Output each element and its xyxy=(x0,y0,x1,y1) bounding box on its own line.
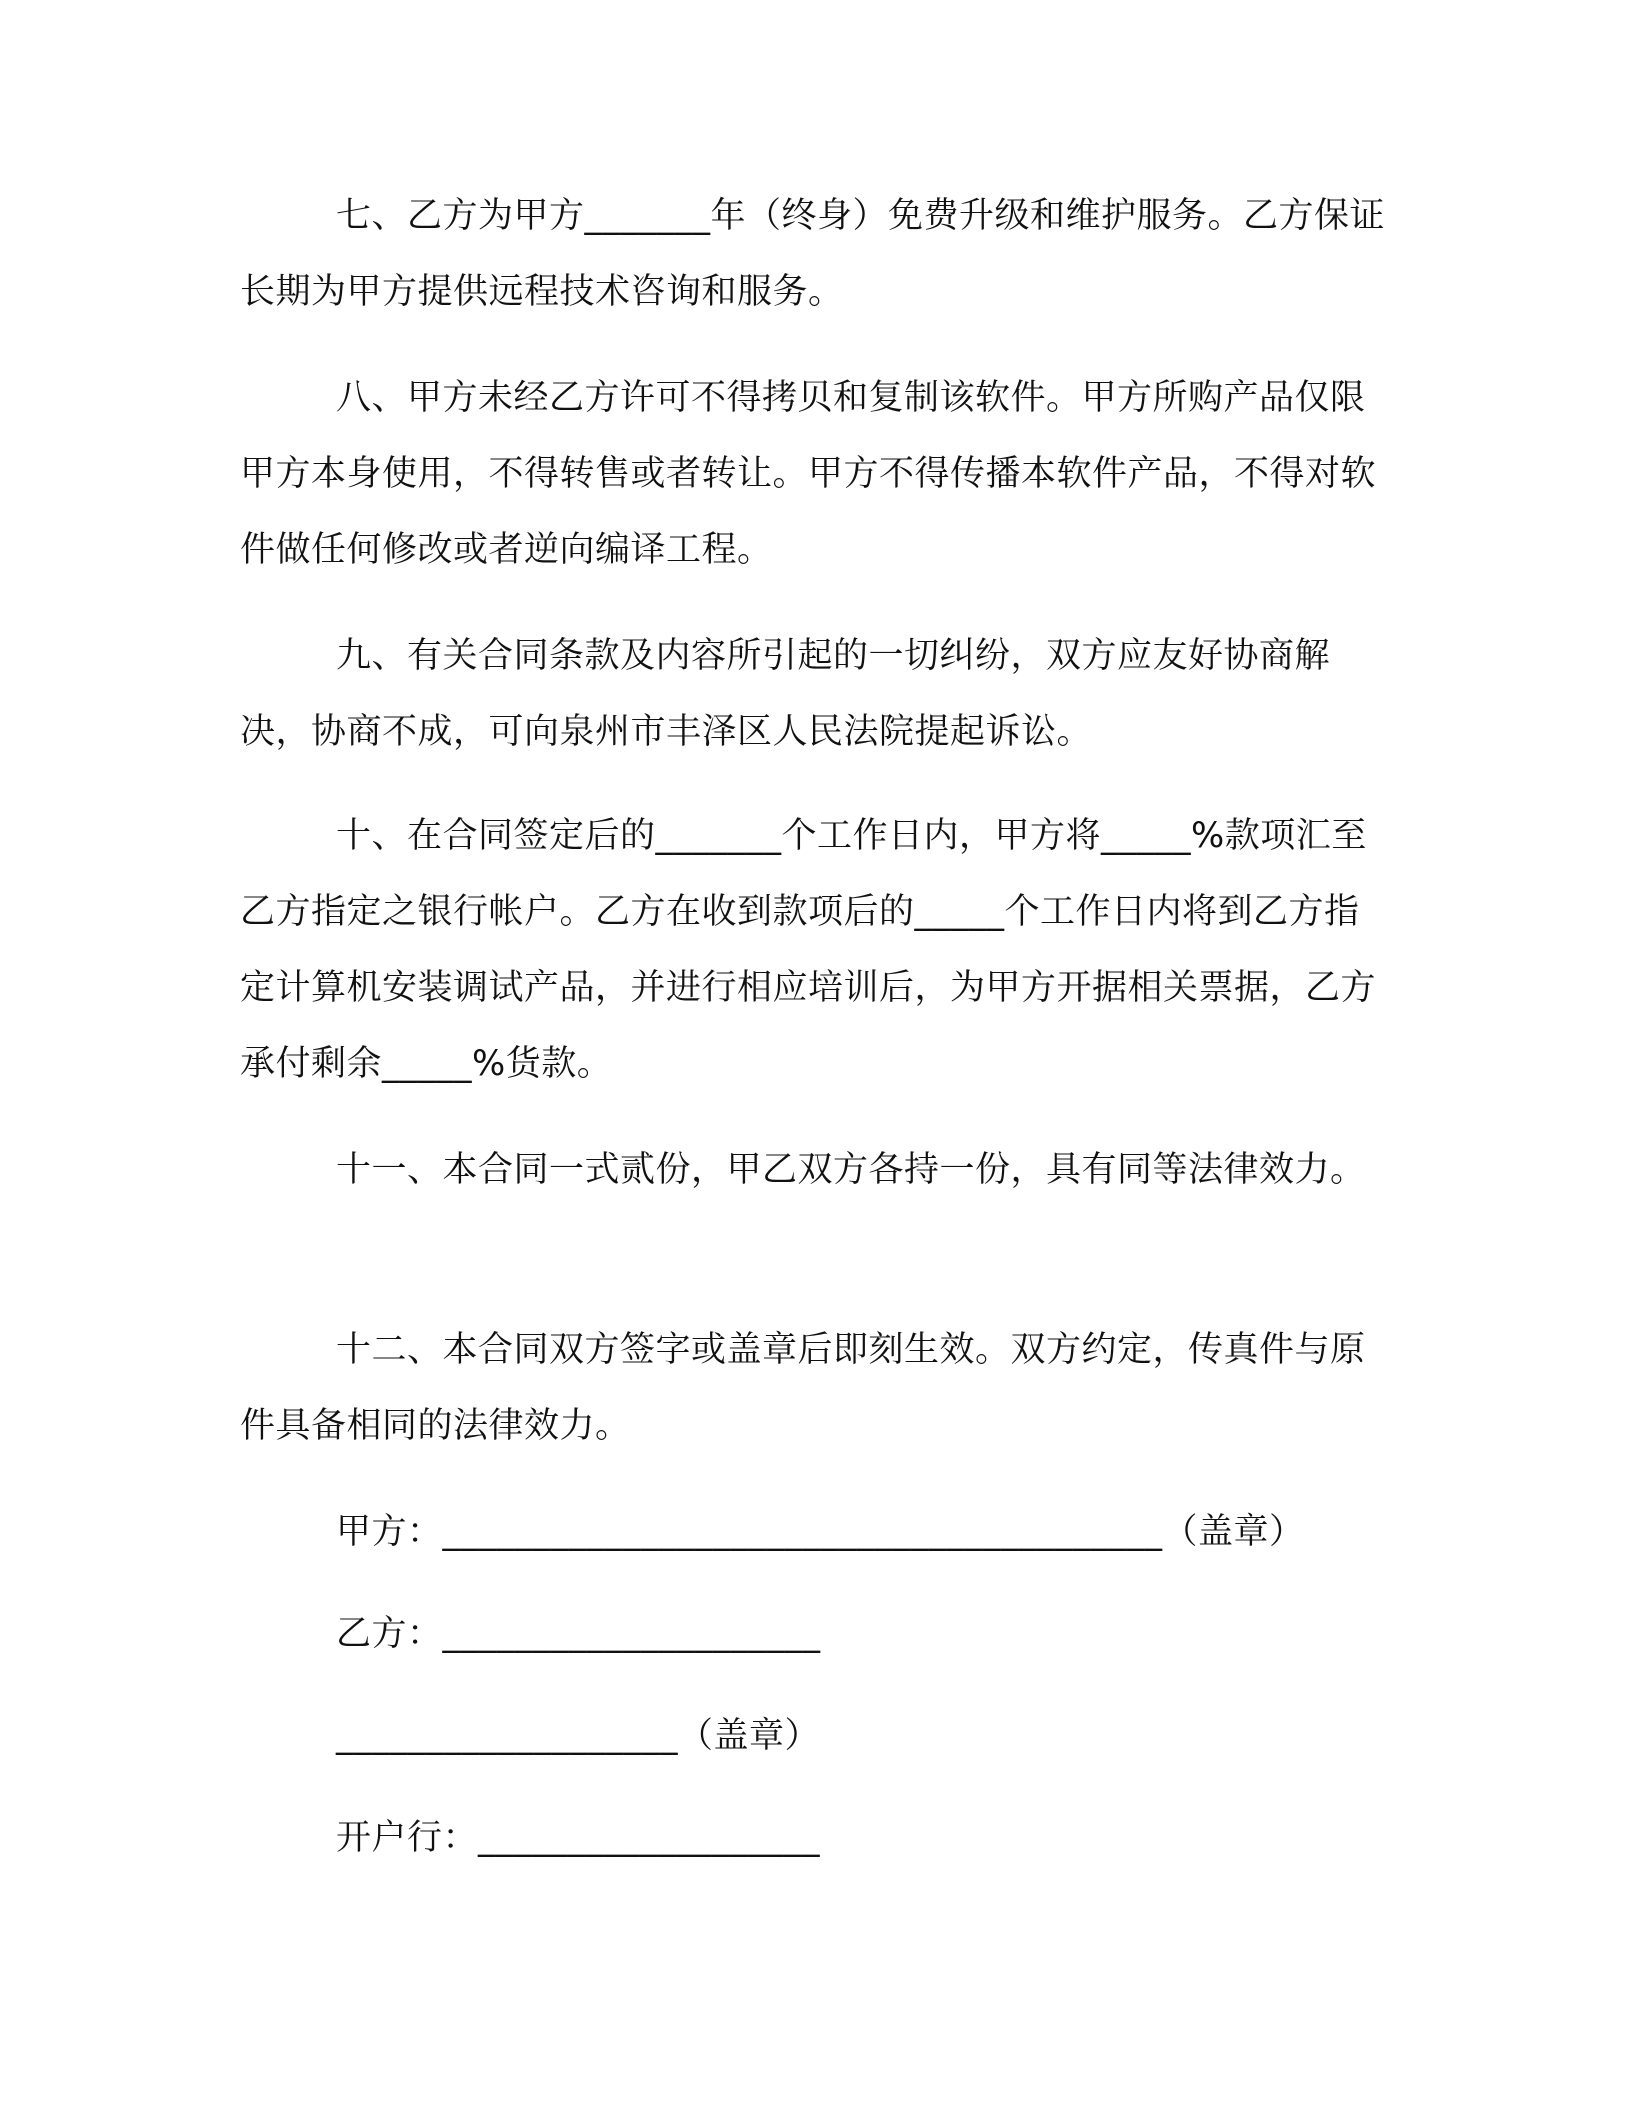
seal-line: ___________________（盖章） xyxy=(336,1716,821,1756)
bank-line: 开户行：___________________ xyxy=(336,1818,821,1858)
clause-9: 九、有关合同条款及内容所引起的一切纠纷，双方应友好协商解决，协商不成，可向泉州市丰泽区人民法院提起诉讼。 xyxy=(240,636,1331,752)
clause-12: 十二、本合同双方签字或盖章后即刻生效。双方约定，传真件与原件具备相同的法律效力。 xyxy=(240,1330,1366,1446)
party-a-signature-line: 甲方：________________________________________（盖章） xyxy=(336,1512,1305,1552)
party-b-signature-line: 乙方：_____________________ xyxy=(336,1614,821,1654)
clause-11: 十一、本合同一式贰份，甲乙双方各持一份，具有同等法律效力。 xyxy=(336,1150,1366,1190)
clause-10: 十、在合同签定后的_______个工作日内，甲方将_____%款项汇至乙方指定之银行帐户。乙方在收到款项后的_____个工作日内将到乙方指定计算机安装调试产品，并进行相应培训后，为甲方开据相关票据，乙方承付剩余_____%货款。 xyxy=(240,816,1377,1084)
clause-7: 七、乙方为甲方_______年（终身）免费升级和维护服务。乙方保证长期为甲方提供远程技术咨询和服务。 xyxy=(240,196,1386,312)
clause-8: 八、甲方未经乙方许可不得拷贝和复制该软件。甲方所购产品仅限甲方本身使用，不得转售或者转让。甲方不得传播本软件产品，不得对软件做任何修改或者逆向编译工程。 xyxy=(240,378,1377,570)
